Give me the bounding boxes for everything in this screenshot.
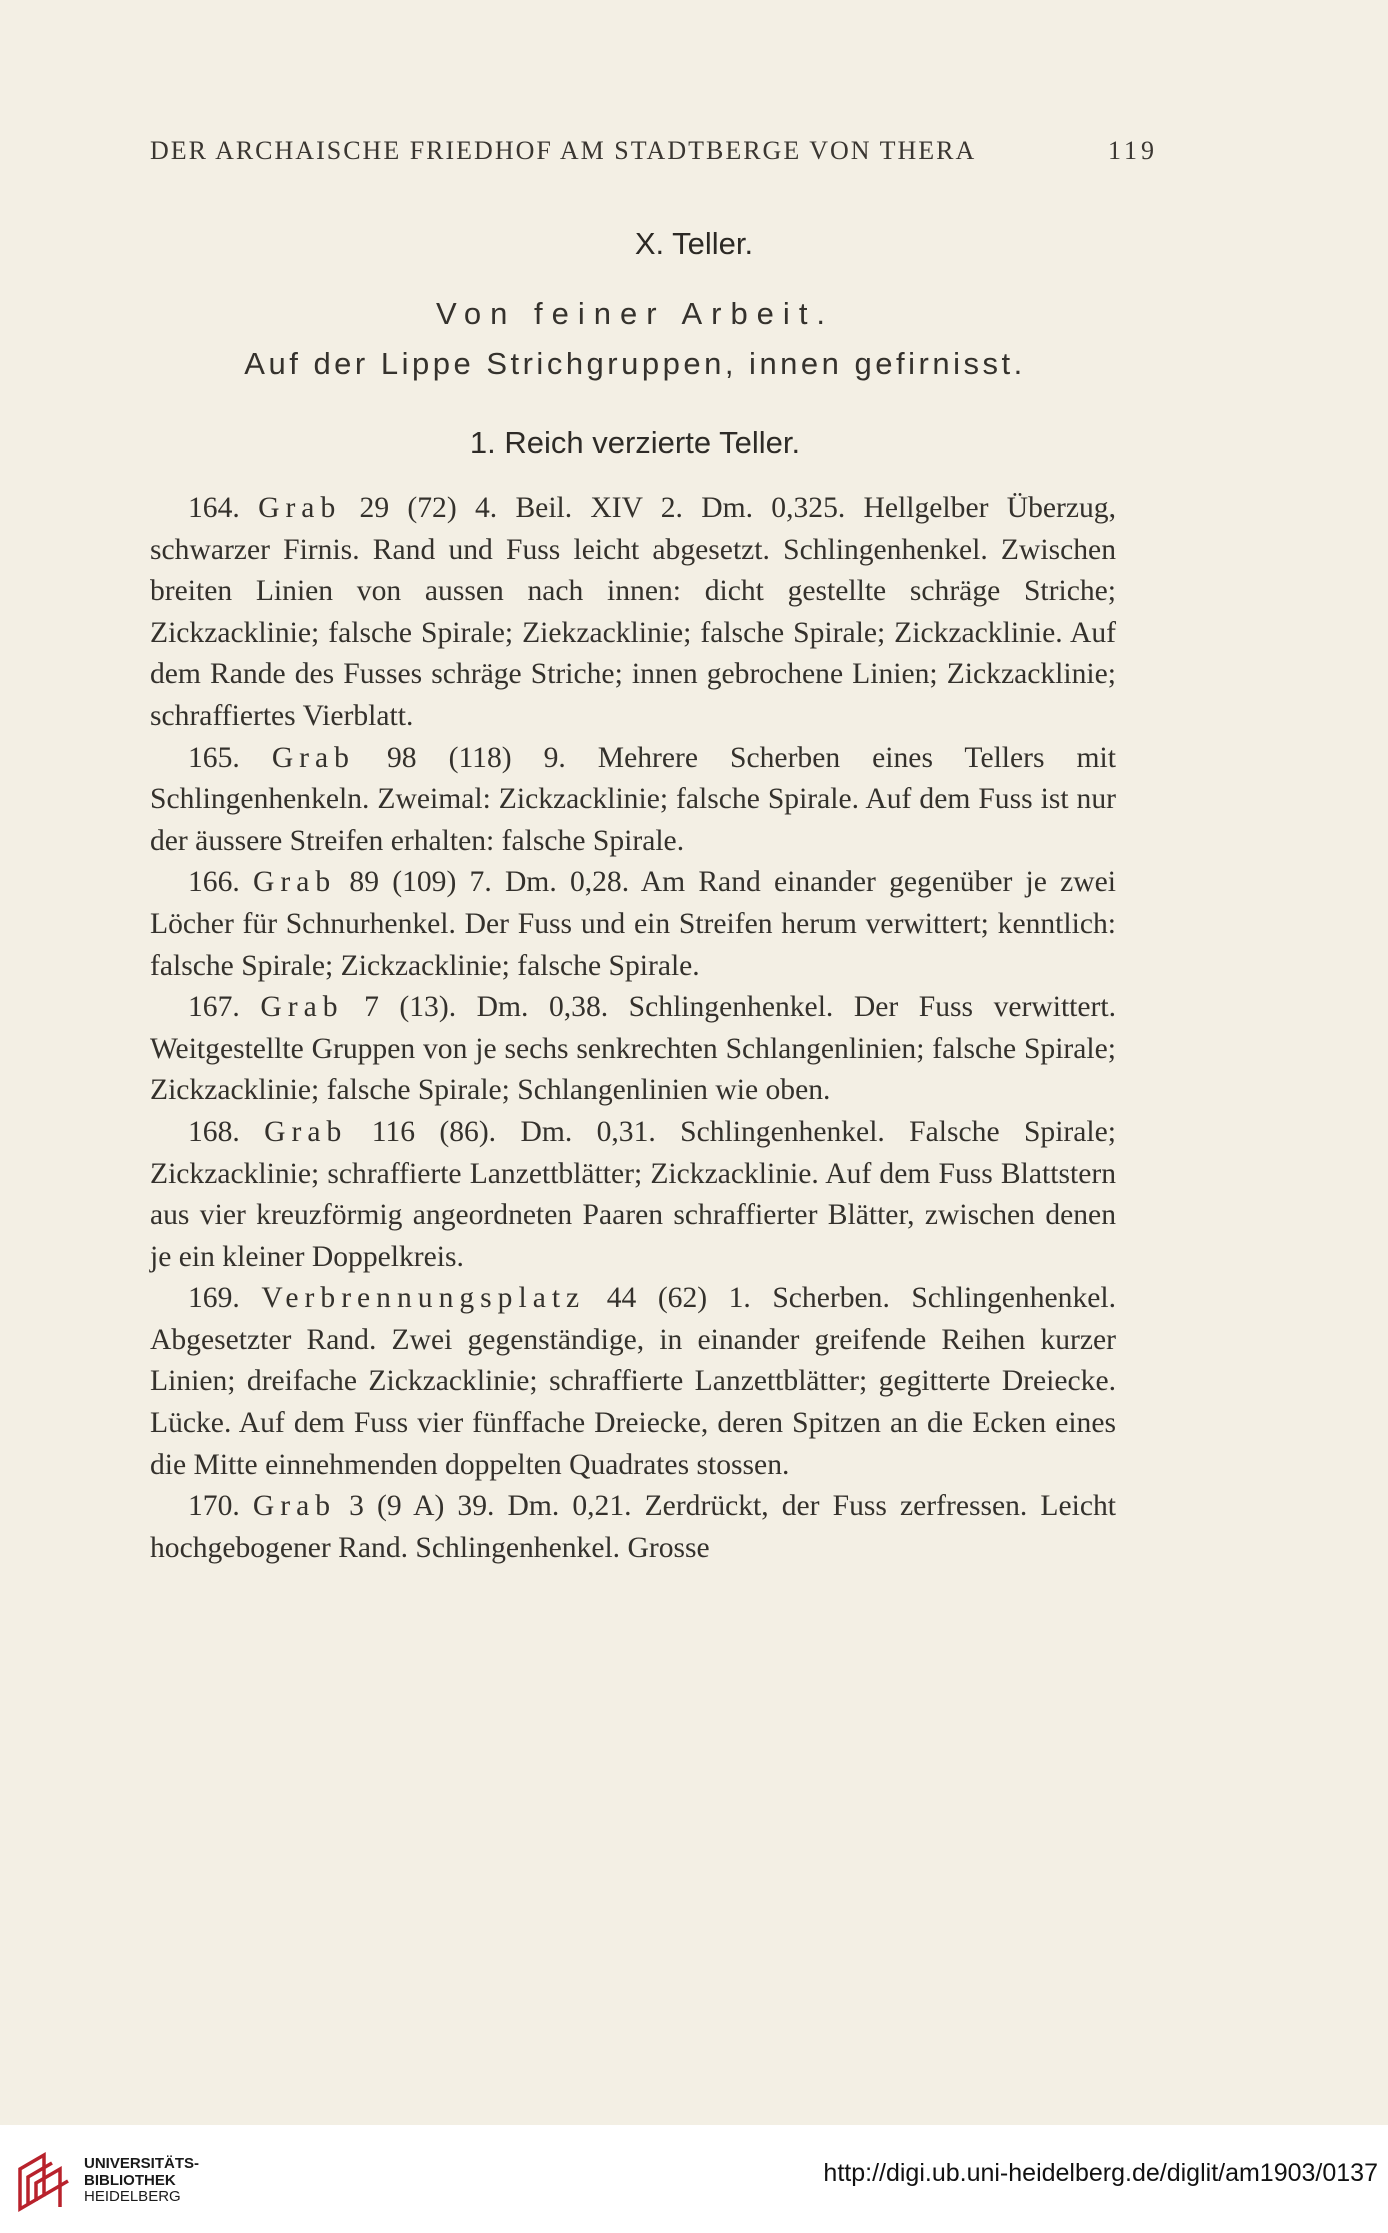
catalog-entry-164 (150, 488, 1116, 738)
institution-line-2: BIBLIOTHEK (84, 2171, 176, 2189)
section-subtitle-line-1: Von feiner Arbeit. (435, 296, 835, 331)
digital-copy-url[interactable]: http://digi.ub.uni-heidelberg.de/diglit/am1903/0137 (823, 2159, 1378, 2187)
section-title: X. Teller. (634, 226, 754, 261)
footer-bar (0, 2125, 1388, 2233)
entry-text: 29 (72) 4. Beil. XIV 2. Dm. 0,325. Hellgelber Überzug, schwarzer Firnis. Rand und Fuss leicht abgesetzt. Schlingenhenkel. Zwischen breiten Linien von aussen nach innen: dicht gestellte schräge Striche; Zickzacklinie; falsche Spirale; Ziekzacklinie; falsche Spirale; Zickzacklinie. Auf dem Rande des Fusses schräge Striche; innen gebrochene Linien; Zickzacklinie; schraffiertes Vierblatt. (150, 492, 1116, 732)
entry-number: 164. (188, 492, 240, 524)
entry-text: 44 (62) 1. Scherben. Schlingenhenkel. Abgesetzter Rand. Zwei gegenständige, in einander greifende Reihen kurzer Linien; dreifache Zickzacklinie; schraffierte Lanzettblätter; gegitterte Dreiecke. Lücke. Auf dem Fuss vier fünffache Dreiecke, deren Spitzen an die Ecken eines die Mitte einnehmenden doppelten Quadrates stossen. (150, 1282, 1116, 1481)
entry-location: Verbrennungsplatz (261, 1282, 586, 1315)
entry-text: 3 (9 A) 39. Dm. 0,21. Zerdrückt, der Fuss zerfressen. Leicht hochgebogener Rand. Schlingenhenkel. Grosse (150, 1490, 1116, 1564)
entry-number: 167. (188, 991, 240, 1024)
catalog-entry-165 (150, 738, 1116, 863)
entry-number: 166. (188, 866, 240, 899)
entry-location: Grab (271, 741, 355, 774)
subsection-title: 1. Reich verzierte Teller. (469, 425, 801, 460)
catalog-entry-168 (150, 1112, 1116, 1278)
entry-text: 98 (118) 9. Mehrere Scherben eines Tellers mit Schlingenhenkeln. Zweimal: Zickzacklinie; falsche Spirale. Auf dem Fuss ist nur der äussere Streifen erhalten: falsche Spirale. (150, 741, 1116, 857)
entry-location: Grab (264, 1115, 348, 1148)
entry-text: 116 (86). Dm. 0,31. Schlingenhenkel. Falsche Spirale; Zickzacklinie; schraffierte Lanzettblätter; Zickzacklinie. Auf dem Fuss Blattstern aus vier kreuzförmig angeordneten Paaren schraffierter Blätter, zwischen denen je ein kleiner Doppelkreis. (150, 1115, 1116, 1273)
catalog-entry-166 (150, 862, 1116, 987)
entry-text: 89 (109) 7. Dm. 0,28. Am Rand einander gegenüber je zwei Löcher für Schnurhenkel. Der Fuss und ein Streifen herum verwittert; kenntlich: falsche Spirale; Zickzacklinie; falsche Spirale. (150, 866, 1116, 982)
entry-location: Grab (258, 492, 342, 524)
catalog-entries (150, 488, 1116, 1569)
page-number: 119 (1107, 136, 1158, 165)
entry-location: Grab (252, 1490, 337, 1523)
entry-number: 165. (188, 741, 240, 774)
running-head (150, 136, 1158, 166)
institution-line-3: HEIDELBERG (84, 2188, 181, 2205)
entry-number: 169. (188, 1282, 240, 1315)
catalog-entry-170 (150, 1486, 1116, 1569)
institution-line-1: UNIVERSITÄTS- (84, 2155, 200, 2172)
entry-number: 170. (188, 1490, 240, 1523)
section-subtitle-line-2: Auf der Lippe Strichgruppen, innen gefirnisst. (244, 346, 1026, 381)
heidelberg-library-logo-icon (14, 2149, 74, 2215)
institution-name (84, 2156, 199, 2206)
catalog-entry-167 (150, 987, 1116, 1112)
running-head-title: DER ARCHAISCHE FRIEDHOF AM STADTBERGE VON THERA (150, 136, 977, 165)
entry-number: 168. (188, 1115, 240, 1148)
catalog-entry-169 (150, 1278, 1116, 1486)
entry-text: 7 (13). Dm. 0,38. Schlingenhenkel. Der Fuss verwittert. Weitgestellte Gruppen von je sechs senkrechten Schlangenlinien; falsche Spirale; Zickzacklinie; falsche Spirale; Schlangenlinien wie oben. (150, 991, 1117, 1107)
entry-location: Grab (253, 866, 337, 899)
entry-location: Grab (260, 991, 344, 1024)
